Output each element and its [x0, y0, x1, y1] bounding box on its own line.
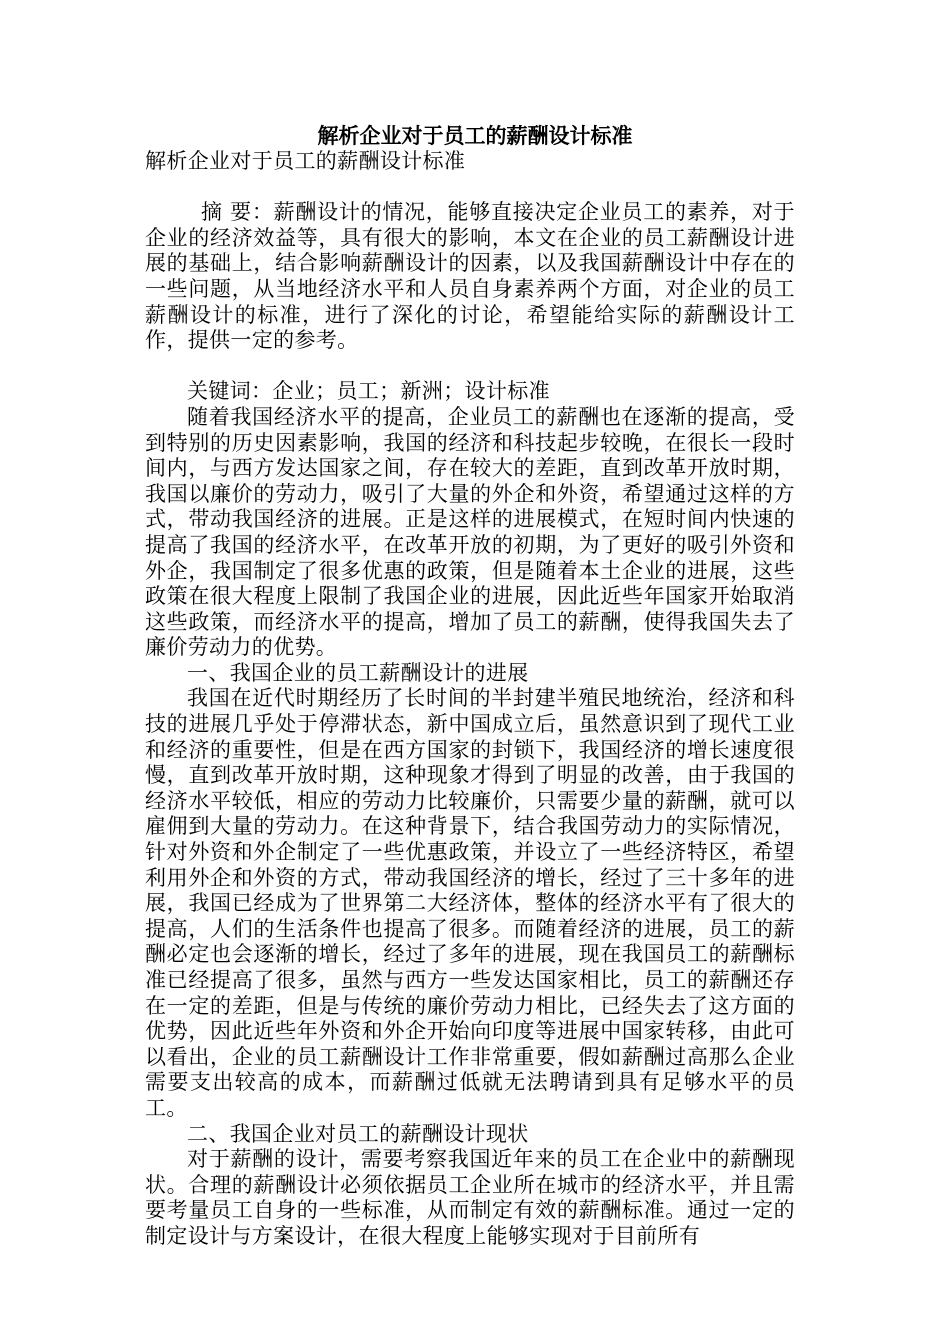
- section1-paragraph: 我国在近代时期经历了长时间的半封建半殖民地统治，经济和科技的进展几乎处于停滞状态，新中国成立后，虽然意识到了现代工业和经济的重要性，但是在西方国家的封锁下，我国经济的增长速度很慢，直到改革开放时期，这种现象才得到了明显的改善，由于我国的经济水平较低，相应的劳动力比较廉价，只需要少量的薪酬，就可以雇佣到大量的劳动力。在这种背景下，结合我国劳动力的实际情况，针对外资和外企制定了一些优惠政策，并设立了一些经济特区，希望利用外企和外资的方式，带动我国经济的增长，经过了三十多年的进展，我国已经成为了世界第二大经济体，整体的经济水平有了很大的提高，人们的生活条件也提高了很多。而随着经济的进展，员工的薪酬必定也会逐渐的增长，经过了多年的进展，现在我国员工的薪酬标准已经提高了很多，虽然与西方一些发达国家相比，员工的薪酬还存在一定的差距，但是与传统的廉价劳动力相比，已经失去了这方面的优势，因此近些年外资和外企开始向印度等进展中国家转移，由此可以看出，企业的员工薪酬设计工作非常重要，假如薪酬过高那么企业需要支出较高的成本，而薪酬过低就无法聘请到具有足够水平的员工。: [145, 686, 795, 1120]
- section2-heading: 二、我国企业对员工的薪酬设计现状: [187, 1121, 529, 1146]
- abstract-paragraph: 摘 要：薪酬设计的情况，能够直接决定企业员工的素养，对于企业的经济效益等，具有很大的影响，本文在企业的员工薪酬设计进展的基础上，结合影响薪酬设计的因素，以及我国薪酬设计中存在的一些问题，从当地经济水平和人员自身素养两个方面，对企业的员工薪酬设计的标准，进行了深化的讨论，希望能给实际的薪酬设计工作，提供一定的参考。: [145, 200, 795, 353]
- document-body: [145, 149, 795, 1250]
- section1-heading: 一、我国企业的员工薪酬设计的进展: [187, 660, 529, 685]
- document-subtitle: 解析企业对于员工的薪酬设计标准: [145, 149, 466, 173]
- section2-paragraph: 对于薪酬的设计，需要考察我国近年来的员工在企业中的薪酬现状。合理的薪酬设计必须依据员工企业所在城市的经济水平，并且需要考量员工自身的一些标准，从而制定有效的薪酬标准。通过一定的制定设计与方案设计，在很大程度上能够实现对于目前所有: [145, 1147, 795, 1248]
- blank-line: [145, 175, 795, 201]
- keywords-line: 关键词：企业；员工；新洲；设计标准: [187, 379, 550, 404]
- document-title: 解析企业对于员工的薪酬设计标准: [317, 123, 633, 148]
- blank-line: [145, 354, 795, 380]
- intro-paragraph: 随着我国经济水平的提高，企业员工的薪酬也在逐渐的提高，受到特别的历史因素影响，我国的经济和科技起步较晚，在很长一段时间内，与西方发达国家之间，存在较大的差距，直到改革开放时期，我国以廉价的劳动力，吸引了大量的外企和外资，希望通过这样的方式，带动我国经济的进展。正是这样的进展模式，在短时间内快速的提高了我国的经济水平，在改革开放的初期，为了更好的吸引外资和外企，我国制定了很多优惠的政策，但是随着本土企业的进展，这些政策在很大程度上限制了我国企业的进展，因此近些年国家开始取消这些政策，而经济水平的提高，增加了员工的薪酬，使得我国失去了廉价劳动力的优势。: [145, 404, 795, 660]
